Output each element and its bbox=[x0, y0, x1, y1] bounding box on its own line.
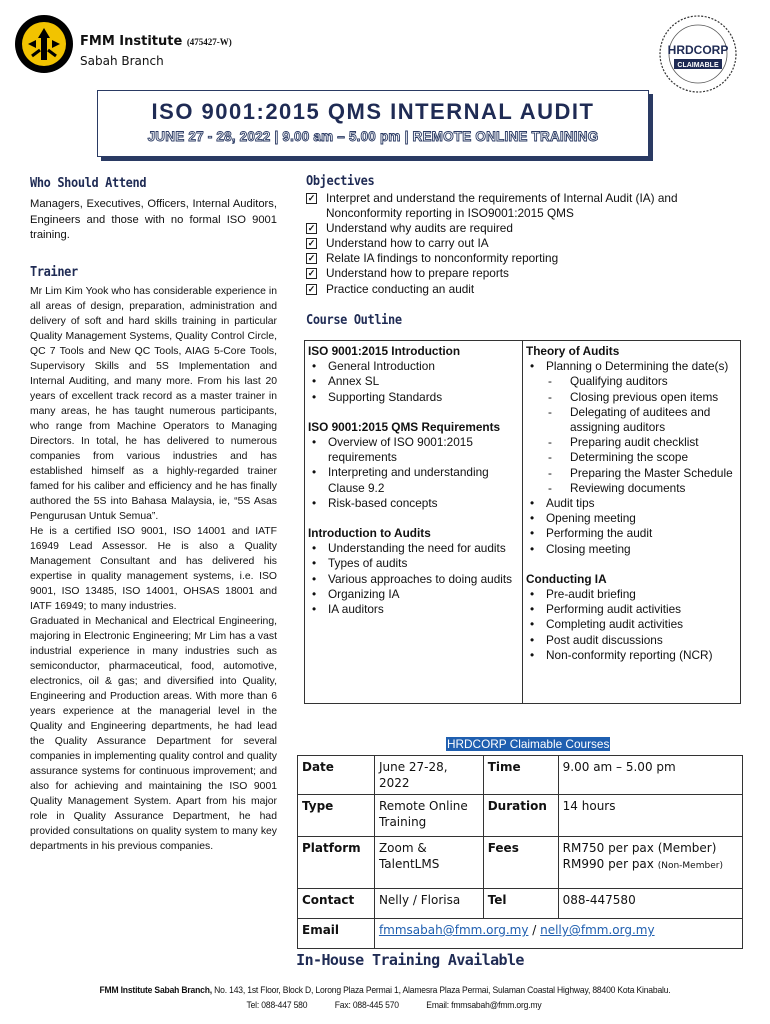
contact-label: Contact bbox=[298, 889, 375, 919]
footer-address-text: No. 143, 1st Floor, Block D, Lorong Plaza Permai 1, Alamesra Plaza Permai, Sulaman Coastal Highway, 88400 Kota Kinabalu. bbox=[211, 985, 671, 996]
footer-email: Email: fmmsabah@fmm.org.my bbox=[426, 1000, 542, 1011]
outline-section-list bbox=[526, 587, 738, 663]
table-row bbox=[298, 756, 743, 795]
course-info-table bbox=[297, 755, 743, 949]
objectives-list bbox=[306, 191, 746, 297]
fmm-logo-icon bbox=[14, 14, 74, 74]
institute-name: FMM Institute (475427-W) bbox=[80, 34, 232, 49]
date-value: June 27-28, 2022 bbox=[374, 756, 483, 795]
seal-brand-text: HRDCORP bbox=[667, 43, 729, 57]
outline-item: • Non-conformity reporting (NCR) bbox=[530, 647, 713, 662]
course-title-box bbox=[97, 90, 649, 157]
outline-item: • Completing audit activities bbox=[530, 617, 684, 632]
outline-section-title: Theory of Audits bbox=[526, 344, 620, 358]
tel-label: Tel bbox=[483, 889, 558, 919]
checkbox-icon: ✓ bbox=[307, 193, 316, 203]
trainer-heading: Trainer bbox=[30, 265, 78, 280]
trainer-bio bbox=[30, 284, 277, 854]
platform-value: Zoom & TalentLMS bbox=[374, 837, 483, 889]
email-link[interactable]: nelly@fmm.org.my bbox=[540, 923, 655, 937]
tel-value: 088-447580 bbox=[558, 889, 742, 919]
outline-item: • Closing meeting bbox=[530, 541, 631, 556]
outline-subitem: - Closing previous open items bbox=[548, 389, 719, 404]
outline-item: • Post audit discussions bbox=[530, 632, 663, 647]
outline-column-left bbox=[308, 344, 518, 617]
email-value: fmmsabah@fmm.org.my / nelly@fmm.org.my bbox=[374, 919, 742, 949]
email-link[interactable]: fmmsabah@fmm.org.my bbox=[378, 923, 529, 937]
outline-subitem: - Preparing audit checklist bbox=[548, 435, 699, 450]
outline-item: • Supporting Standards bbox=[312, 389, 443, 404]
type-label: Type bbox=[298, 795, 375, 837]
outline-item: • Organizing IA bbox=[312, 586, 400, 601]
course-title: ISO 9001:2015 QMS INTERNAL AUDIT bbox=[151, 99, 595, 124]
outline-column-right bbox=[526, 344, 738, 663]
checkbox-icon: ✓ bbox=[307, 268, 316, 279]
checkbox-icon: ✓ bbox=[307, 223, 316, 234]
outline-item: • Pre-audit briefing bbox=[530, 587, 636, 602]
outline-section-list bbox=[308, 435, 518, 511]
institute-branch: Sabah Branch bbox=[80, 54, 164, 68]
outline-section-list bbox=[308, 541, 518, 617]
table-row bbox=[298, 837, 743, 889]
trainer-bio-paragraph: He is a certified ISO 9001, ISO 14001 and IATF 16949 Lead Assessor. He is also a Quality Management Consultant and has delivered his expertise in quality management systems, i.e. ISO 9001, ISO 13485, ISO 14001, OHSAS 18001 and IATF 16949; to many industries. bbox=[30, 526, 277, 612]
footer-address bbox=[39, 985, 732, 996]
checkbox-icon: ✓ bbox=[307, 253, 316, 264]
outline-subitem: - Reviewing documents bbox=[548, 480, 686, 495]
outline-item: • Planning o Determining the date(s) bbox=[530, 359, 729, 374]
outline-item: • Performing the audit bbox=[530, 526, 653, 541]
objective-item: ✓ Understand how to prepare reports bbox=[307, 266, 509, 281]
objective-item: ✓ Understand why audits are required bbox=[307, 221, 513, 236]
email-label: Email bbox=[298, 919, 375, 949]
hrdcorp-caption: HRDCORP Claimable Courses bbox=[447, 737, 610, 751]
fees-member: RM750 per pax (Member) bbox=[562, 841, 717, 855]
footer-org: FMM Institute Sabah Branch, bbox=[99, 985, 212, 996]
trainer-bio-paragraph: Mr Lim Kim Yook who has considerable experience in all areas of design, preparation, administration and delivery of soft and hard skills training in particular Quality Management Systems, Quality Control Circle, QC 7 Tools and New QC Tools, AIAG 5-Core Tools, Supervisory Skills and 5S Implementation and Internal Auditing, and many more. From his last 20 years of excellent track record as a master trainer in many areas, he has taught numerous participants, who range from Machine Operators to Managing Directors. In total, he has delivered to numerous companies from various industries and has established himself as a highly-regarded trainer famed for his caliber and efficiency and he has finally authored the 5S into Bahasa Malaysia, ie, “5S Asas Pengurusan Untuk Semua”. bbox=[30, 286, 277, 522]
outline-item: • Various approaches to doing audits bbox=[312, 571, 513, 586]
outline-item: • Risk-based concepts bbox=[312, 495, 438, 510]
course-outline-heading: Course Outline bbox=[306, 313, 402, 328]
checkbox-icon: ✓ bbox=[307, 238, 316, 249]
outline-item: • Audit tips bbox=[530, 496, 595, 511]
outline-item: • Opening meeting bbox=[530, 511, 636, 526]
column-divider bbox=[522, 341, 523, 703]
outline-item: • General Introduction bbox=[312, 359, 435, 374]
outline-section-list bbox=[526, 359, 738, 374]
who-should-attend-heading: Who Should Attend bbox=[30, 176, 147, 191]
outline-item: • Overview of ISO 9001:2015 requirements bbox=[312, 435, 473, 465]
seal-badge-text: CLAIMABLE bbox=[677, 62, 719, 69]
platform-label: Platform bbox=[298, 837, 375, 889]
who-should-attend-text: Managers, Executives, Officers, Internal Auditors, Engineers and those with no formal ISO 9001 training. bbox=[30, 198, 277, 241]
letterhead bbox=[0, 0, 770, 92]
checkbox-icon: ✓ bbox=[307, 283, 316, 294]
outline-subitem: - Qualifying auditors bbox=[548, 374, 668, 389]
objectives-heading: Objectives bbox=[306, 174, 375, 189]
outline-subitem: - Determining the scope bbox=[548, 450, 689, 465]
in-house-training-banner: In-House Training Available bbox=[296, 951, 524, 969]
table-row bbox=[298, 889, 743, 919]
outline-section-list bbox=[308, 359, 518, 405]
outline-item: • Performing audit activities bbox=[530, 602, 682, 617]
duration-label: Duration bbox=[483, 795, 558, 837]
footer-fax: Fax: 088-445 570 bbox=[334, 1000, 399, 1011]
institute-registration: (475427-W) bbox=[186, 37, 232, 47]
course-schedule-subtitle: JUNE 27 - 28, 2022 | 9.00 am – 5.00 pm | REMOTE ONLINE TRAINING bbox=[147, 129, 599, 144]
outline-section-title: Introduction to Audits bbox=[308, 526, 431, 541]
footer-contacts bbox=[39, 1000, 732, 1011]
fees-nonmember: RM990 per pax (Non-Member) bbox=[562, 857, 723, 871]
objective-item: ✓ Interpret and understand the requirements of Internal Audit (IA) and Nonconformity reporting in ISO9001:2015 QMS bbox=[307, 191, 678, 221]
table-row bbox=[298, 795, 743, 837]
objective-item: ✓ Understand how to carry out IA bbox=[307, 236, 489, 251]
fees-value bbox=[558, 837, 742, 889]
hrdcorp-claimable-seal bbox=[658, 14, 738, 94]
duration-value: 14 hours bbox=[558, 795, 742, 837]
outline-subitem: - Preparing the Master Schedule bbox=[548, 465, 733, 480]
date-label: Date bbox=[298, 756, 375, 795]
objective-item: ✓ Practice conducting an audit bbox=[307, 281, 475, 296]
outline-section-title: Conducting IA bbox=[526, 571, 607, 586]
time-value: 9.00 am – 5.00 pm bbox=[558, 756, 742, 795]
outline-section-list bbox=[526, 496, 738, 557]
footer-tel: Tel: 088-447 580 bbox=[246, 1000, 308, 1011]
outline-item: • IA auditors bbox=[312, 602, 384, 617]
contact-value: Nelly / Florisa bbox=[374, 889, 483, 919]
outline-item: • Understanding the need for audits bbox=[312, 541, 506, 556]
outline-item: • Types of audits bbox=[312, 556, 408, 571]
table-row bbox=[298, 919, 743, 949]
course-outline-table bbox=[304, 340, 741, 704]
outline-item: • Interpreting and understanding Clause 9.2 bbox=[312, 465, 489, 495]
outline-section-title: ISO 9001:2015 Introduction bbox=[308, 344, 461, 358]
trainer-bio-paragraph: Graduated in Mechanical and Electrical Engineering, majoring in Electronic Engineering; Mr Lim has a vast industrial experience in many industries such as semiconductor, pharmaceutical, food, automotive, electronics, oil & gas; and diversified into Quality, Engineering and Production areas. With more than 6 years experience at the managerial level in the Quality and Engineering departments, he had lead the Quality Assurance Department for several companies in implementing quality control and quality assurance systems for continuous improvement; and also for achieving and maintaining the ISO 9001 Quality Management System. Apart from his major role in Quality Assurance Department, he had provided consultations on quality system to many key departments in his previous companies. bbox=[30, 616, 277, 852]
objective-item: ✓ Relate IA findings to nonconformity reporting bbox=[307, 251, 559, 266]
outline-item: • Annex SL bbox=[312, 374, 380, 389]
outline-subitem: - Delegating of auditees and assigning auditors bbox=[548, 404, 711, 435]
time-label: Time bbox=[483, 756, 558, 795]
outline-section-title: ISO 9001:2015 QMS Requirements bbox=[308, 419, 501, 434]
fees-label: Fees bbox=[483, 837, 558, 889]
type-value: Remote Online Training bbox=[374, 795, 483, 837]
